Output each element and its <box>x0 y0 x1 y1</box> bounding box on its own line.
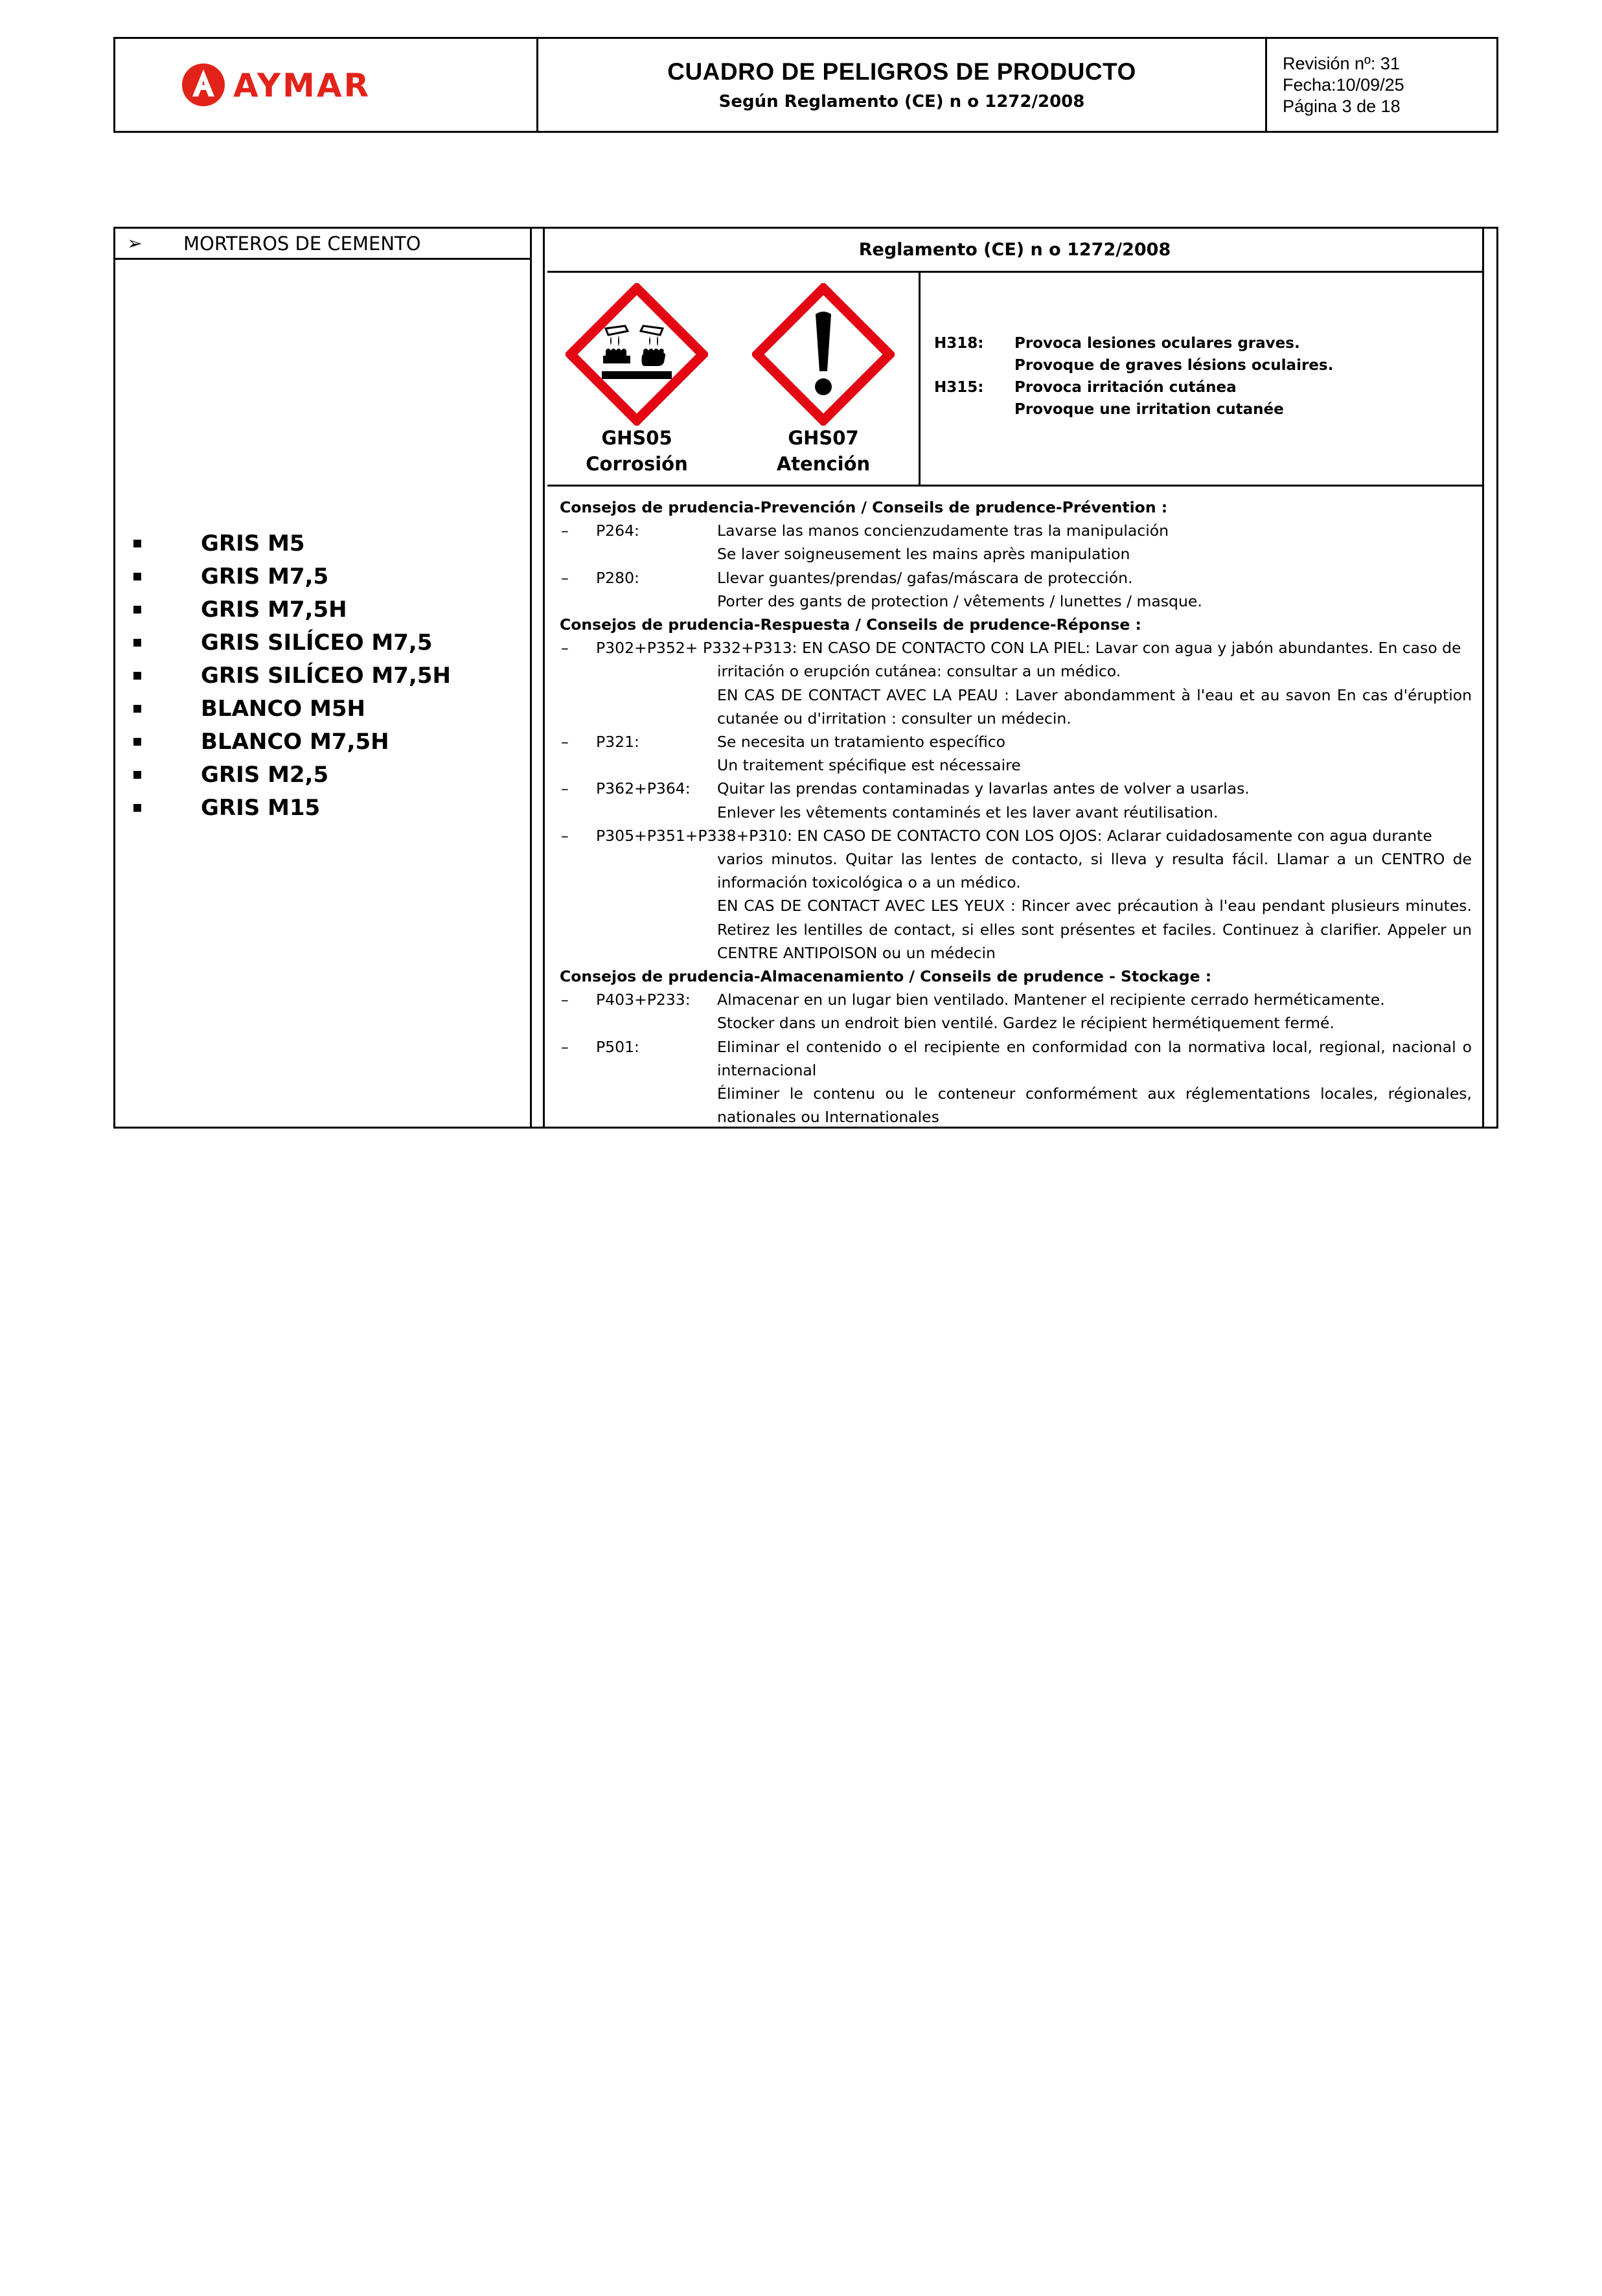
list-item: GRIS M7,5H <box>128 593 517 626</box>
statement-p501 <box>560 1035 1472 1082</box>
statement-code: P280: <box>596 568 639 587</box>
square-bullet-icon <box>133 540 141 547</box>
list-item: GRIS SILÍCEO M7,5H <box>128 659 517 692</box>
square-bullet-icon <box>133 705 141 713</box>
product-group-name: MORTEROS DE CEMENTO <box>183 232 421 255</box>
statement-text-fr: Enlever les vêtements contaminés et les laver avant réutilisation. <box>717 803 1219 821</box>
statement-text-fr: EN CAS DE CONTACT AVEC LA PEAU : Laver abondamment à l'eau et au savon En cas d'éruption cutanée ou d'irritation : consulter un médecin. <box>717 685 1472 728</box>
dash-bullet: – <box>561 826 569 845</box>
hazard-statements <box>934 332 1333 420</box>
list-item: GRIS M15 <box>128 791 517 824</box>
list-item: BLANCO M7,5H <box>128 725 517 758</box>
list-item: GRIS M5 <box>128 527 517 560</box>
document-title: CUADRO DE PELIGROS DE PRODUCTO <box>667 58 1136 85</box>
statement-text-es-cont: varios minutos. Quitar las lentes de contacto, si lleva y resulta fácil. Llamar a un CENTRO de información toxicológica o a un médico. <box>717 850 1472 892</box>
statement-text-es: Se necesita un tratamiento específico <box>717 733 1006 752</box>
statement-text-fr: EN CAS DE CONTACT AVEC LES YEUX : Rincer avec précaution à l'eau pendant plusieurs minutes. Retirez les lentilles de contact, si elles sont présentes et faciles. Continuez à clarifier. Appeler un CENTRE ANTIPOISON ou un médecin <box>717 897 1472 962</box>
hazard-statement <box>934 332 1333 376</box>
statement-p264 <box>560 519 1472 542</box>
dash-bullet: – <box>561 568 569 587</box>
statement-p302 <box>560 636 1472 660</box>
pictogram-code: GHS05 <box>601 427 672 449</box>
hazard-text-fr: Provoque une irritation cutanée <box>1014 401 1284 418</box>
dash-bullet: – <box>561 639 569 658</box>
statement-text-es: P302+P352+ P332+P313: EN CASO DE CONTACTO CON LA PIEL: Lavar con agua y jabón abundantes. En caso de <box>596 639 1461 658</box>
square-bullet-icon <box>133 639 141 647</box>
section-title-prevention: Consejos de prudencia-Prevención / Conseils de prudence-Prévention : <box>560 498 1168 516</box>
square-bullet-icon <box>133 672 141 680</box>
hazard-statement <box>934 376 1333 420</box>
dash-bullet: – <box>561 522 569 540</box>
dash-bullet: – <box>561 733 569 752</box>
dash-bullet: – <box>561 991 569 1009</box>
statement-p321 <box>560 730 1472 753</box>
dash-bullet: – <box>561 779 569 798</box>
product-list <box>128 527 517 824</box>
square-bullet-icon <box>133 771 141 779</box>
statement-code: P362+P364: <box>596 779 691 798</box>
square-bullet-icon <box>133 738 141 746</box>
regulation-heading: Reglamento (CE) n o 1272/2008 <box>547 229 1482 273</box>
corrosion-icon <box>566 283 708 426</box>
statement-text-es: Almacenar en un lugar bien ventilado. Mantener el recipiente cerrado herméticamente. <box>717 991 1385 1009</box>
document-subtitle: Según Reglamento (CE) n o 1272/2008 <box>718 92 1085 111</box>
list-item: GRIS M7,5 <box>128 560 517 593</box>
document-header <box>113 37 1498 133</box>
pictogram-name: Atención <box>776 453 871 475</box>
statement-p403 <box>560 988 1472 1011</box>
statement-p362 <box>560 777 1472 800</box>
statement-text-es: Quitar las prendas contaminadas y lavarlas antes de volver a usarlas. <box>717 779 1250 798</box>
dash-bullet: – <box>561 1037 569 1056</box>
page-number: Página 3 de 18 <box>1283 97 1401 116</box>
pictogram-ghs05 <box>566 283 708 475</box>
arrow-bullet-icon: ➢ <box>127 233 143 254</box>
statement-text-fr: Un traitement spécifique est nécessaire <box>717 756 1021 775</box>
statement-code: P321: <box>596 733 639 752</box>
company-logo <box>115 39 538 131</box>
hazard-text-fr: Provoque de graves lésions oculaires. <box>1014 357 1334 374</box>
hazard-code: H318: <box>934 335 984 352</box>
statement-text-es-cont: irritación o erupción cutánea: consultar a un médico. <box>717 662 1121 681</box>
statement-code: P403+P233: <box>596 991 691 1009</box>
revision-number: Revisión nº: 31 <box>1283 54 1400 73</box>
revision-date: Fecha:10/09/25 <box>1283 75 1404 95</box>
revision-box <box>1267 39 1496 131</box>
square-bullet-icon <box>133 606 141 614</box>
list-item: GRIS M2,5 <box>128 758 517 791</box>
statement-text-es: Llevar guantes/prendas/ gafas/máscara de protección. <box>717 568 1133 587</box>
list-item: GRIS SILÍCEO M7,5 <box>128 626 517 659</box>
hazard-text-es: Provoca irritación cutánea <box>1014 379 1237 396</box>
statement-p305 <box>560 824 1472 847</box>
pictogram-code: GHS07 <box>788 427 859 449</box>
precautionary-statements <box>560 496 1472 1129</box>
pictogram-row <box>547 273 1482 487</box>
statement-text-fr: Stocker dans un endroit bien ventilé. Gardez le récipient hermétiquement fermé. <box>717 1014 1334 1033</box>
statement-code: P264: <box>596 522 639 540</box>
statement-text-es: Eliminar el contenido o el recipiente en conformidad con la normativa local, regional, nacional o internacional <box>717 1037 1472 1079</box>
statement-code: P501: <box>596 1037 639 1056</box>
hazard-code: H315: <box>934 379 984 396</box>
section-title-response: Consejos de prudencia-Respuesta / Conseils de prudence-Réponse : <box>560 615 1141 634</box>
product-group-heading <box>115 229 530 260</box>
hazard-table <box>113 227 1498 1129</box>
square-bullet-icon <box>133 573 141 580</box>
pictogram-name: Corrosión <box>586 453 688 475</box>
pictogram-ghs07 <box>752 283 895 475</box>
statement-text-es: Lavarse las manos concienzudamente tras la manipulación <box>717 522 1169 540</box>
section-title-storage: Consejos de prudencia-Almacenamiento / Conseils de prudence - Stockage : <box>560 967 1212 986</box>
logo-wordmark: AYMAR <box>233 67 371 104</box>
statement-text-es: P305+P351+P338+P310: EN CASO DE CONTACTO CON LOS OJOS: Aclarar cuidadosamente con agua durante <box>596 826 1432 845</box>
square-bullet-icon <box>133 804 141 812</box>
aymar-logo-icon <box>180 59 472 111</box>
statement-text-fr: Porter des gants de protection / vêtements / lunettes / masque. <box>717 591 1202 610</box>
exclamation-icon <box>752 283 895 426</box>
statement-text-fr: Se laver soigneusement les mains après manipulation <box>717 545 1130 564</box>
statement-p280 <box>560 566 1472 590</box>
statement-text-fr: Éliminer le contenu ou le conteneur conformément aux réglementations locales, régionales, nationales ou Internationales <box>717 1085 1472 1127</box>
hazard-text-es: Provoca lesiones oculares graves. <box>1014 335 1300 352</box>
list-item: BLANCO M5H <box>128 692 517 725</box>
